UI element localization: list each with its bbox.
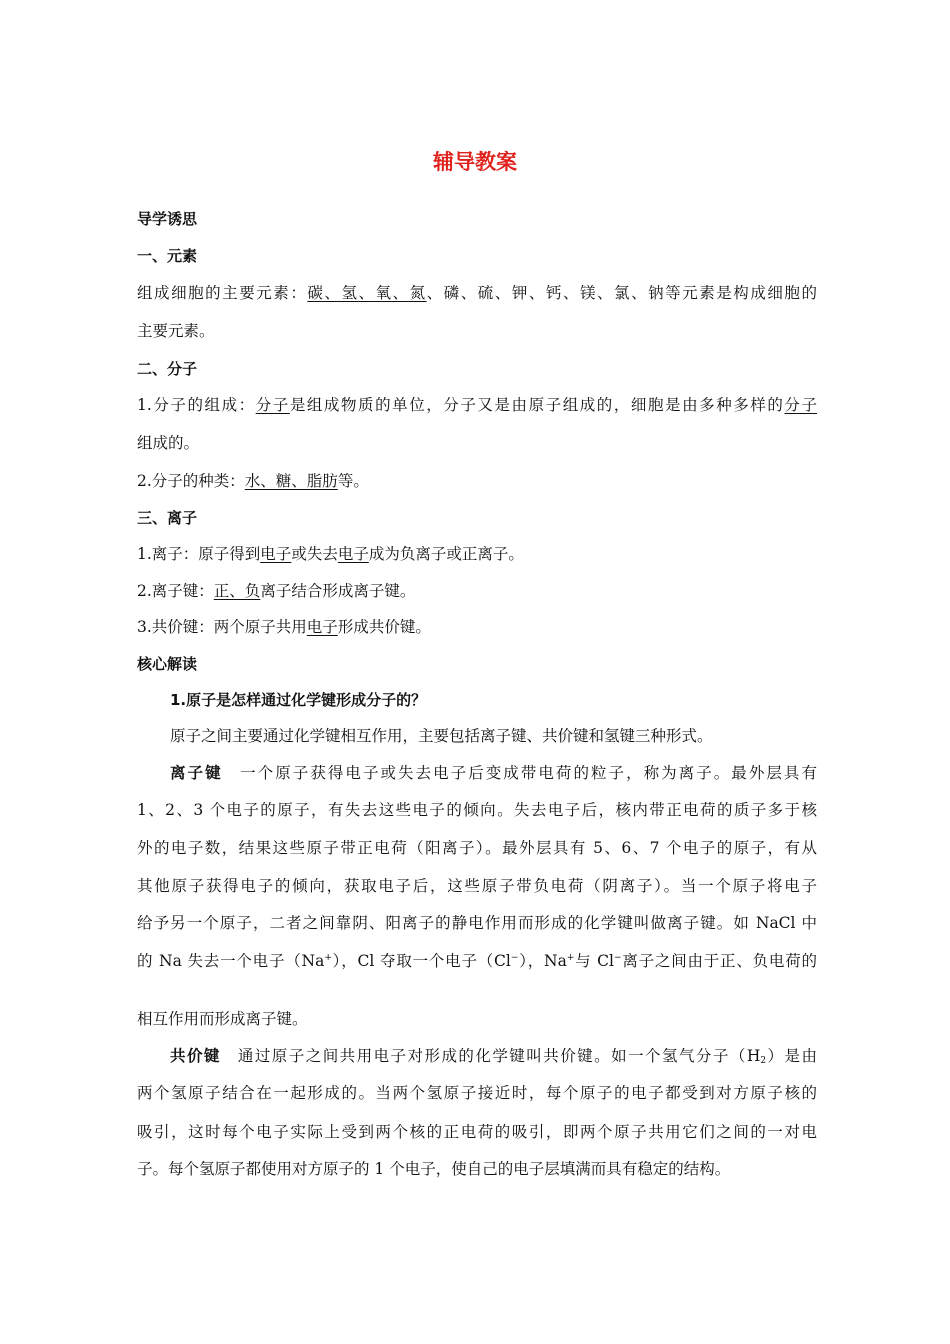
- text-span: 成为负离子或正离子。: [368, 545, 524, 563]
- paragraph-line: [137, 395, 817, 415]
- paragraph-line: 1、2、3 个电子的原子，有失去这些电子的倾向。失去电子后，核内带正电荷的质子多于核: [137, 801, 817, 819]
- paragraph-line: 相互作用而形成离子键。: [137, 1010, 308, 1028]
- paragraph-line: 其他原子获得电子的倾向，获取电子后，这些原子带负电荷（阴离子）。当一个原子将电子: [137, 877, 817, 895]
- paragraph-line: [170, 1046, 817, 1066]
- paragraph-line: 两个氢原子结合在一起形成的。当两个氢原子接近时，每个原子的电子都受到对方原子核的: [137, 1084, 817, 1102]
- paragraph-line: 子。每个氢原子都使用对方原子的 1 个电子，使自己的电子层填满而具有稳定的结构。: [137, 1160, 731, 1178]
- text-span: 离子之间由于正、负电荷的: [621, 952, 817, 970]
- text-span: 3.共价键：两个原子共用: [137, 618, 307, 636]
- superscript: −: [614, 953, 622, 963]
- answer-underline: 分子: [784, 396, 817, 414]
- text-span: 2.分子的种类：: [137, 472, 245, 490]
- subscript: 2: [760, 1056, 767, 1066]
- text-span: 形成共价键。: [337, 618, 431, 636]
- question-heading: 1.原子是怎样通过化学键形成分子的？: [170, 691, 427, 709]
- text-span: 组成细胞的主要元素：: [137, 284, 308, 302]
- paragraph-line: 吸引，这时每个电子实际上受到两个核的正电荷的吸引，即两个原子共用它们之间的一对电: [137, 1123, 817, 1141]
- text-span: 的 Na 失去一个电子（Na: [137, 952, 325, 970]
- paragraph-line: 原子之间主要通过化学键相互作用，主要包括离子键、共价键和氢键三种形式。: [170, 727, 713, 745]
- text-span: 离子结合形成离子键。: [260, 582, 416, 600]
- paragraph-line: [137, 617, 817, 637]
- page-title: 辅导教案: [433, 150, 517, 174]
- answer-underline: 碳、氢、氧、氮: [307, 284, 427, 302]
- text-span: 与 Cl: [574, 952, 614, 970]
- text-span: 2.离子键：: [137, 582, 214, 600]
- section-heading-ion: 三、离子: [137, 509, 198, 527]
- answer-underline: 电子: [306, 618, 338, 636]
- paragraph-line: 主要元素。: [137, 322, 215, 340]
- superscript: +: [566, 953, 575, 963]
- answer-underline: 水、糖、脂肪: [244, 472, 338, 490]
- text-span: 一个原子获得电子或失去电子后变成带电荷的粒子，称为离子。最外层具有: [238, 764, 817, 782]
- paragraph-line: 组成的。: [137, 434, 200, 452]
- text-span: 、磷、硫、钾、钙、镁、氯、钠等元素是构成细胞的: [426, 284, 817, 302]
- answer-underline: 电子: [337, 545, 369, 563]
- paragraph-line: [170, 763, 817, 783]
- answer-underline: 正、负: [213, 582, 261, 600]
- section-heading-molecule: 二、分子: [137, 360, 198, 378]
- term-label: 共价键: [170, 1047, 221, 1065]
- text-span: 是组成物质的单位，分子又是由原子组成的，细胞是由多种多样的: [289, 396, 785, 414]
- paragraph-line: [137, 951, 817, 971]
- superscript: −: [510, 953, 519, 963]
- text-span: 或失去: [291, 545, 338, 563]
- answer-underline: 分子: [255, 396, 290, 414]
- text-span: 1.离子：原子得到: [137, 545, 261, 563]
- paragraph-line: [137, 544, 817, 564]
- paragraph-line: 外的电子数，结果这些原子带正电荷（阳离子）。最外层具有 5、6、7 个电子的原子，有从: [137, 839, 817, 857]
- paragraph-line: [137, 581, 817, 601]
- paragraph-line: 给予另一个原子，二者之间靠阴、阳离子的静电作用而形成的化学键叫做离子键。如 NaCl 中: [137, 914, 817, 932]
- paragraph-line: [137, 283, 817, 303]
- text-span: ），Cl 夺取一个电子（Cl: [331, 952, 511, 970]
- superscript: +: [324, 953, 332, 963]
- text-span: ）是由: [766, 1047, 817, 1065]
- paragraph-line: [137, 471, 817, 491]
- term-label: 离子键: [170, 764, 223, 782]
- text-span: 1.分子的组成：: [137, 396, 256, 414]
- section-heading-guide: 导学诱思: [137, 210, 198, 228]
- answer-underline: 电子: [260, 545, 292, 563]
- text-span: 等。: [337, 472, 369, 490]
- text-span: ），Na: [518, 952, 567, 970]
- text-span: 通过原子之间共用电子对形成的化学键叫共价键。如一个氢气分子（H: [236, 1047, 761, 1065]
- section-heading-core: 核心解读: [137, 655, 198, 673]
- section-heading-elements: 一、元素: [137, 247, 198, 265]
